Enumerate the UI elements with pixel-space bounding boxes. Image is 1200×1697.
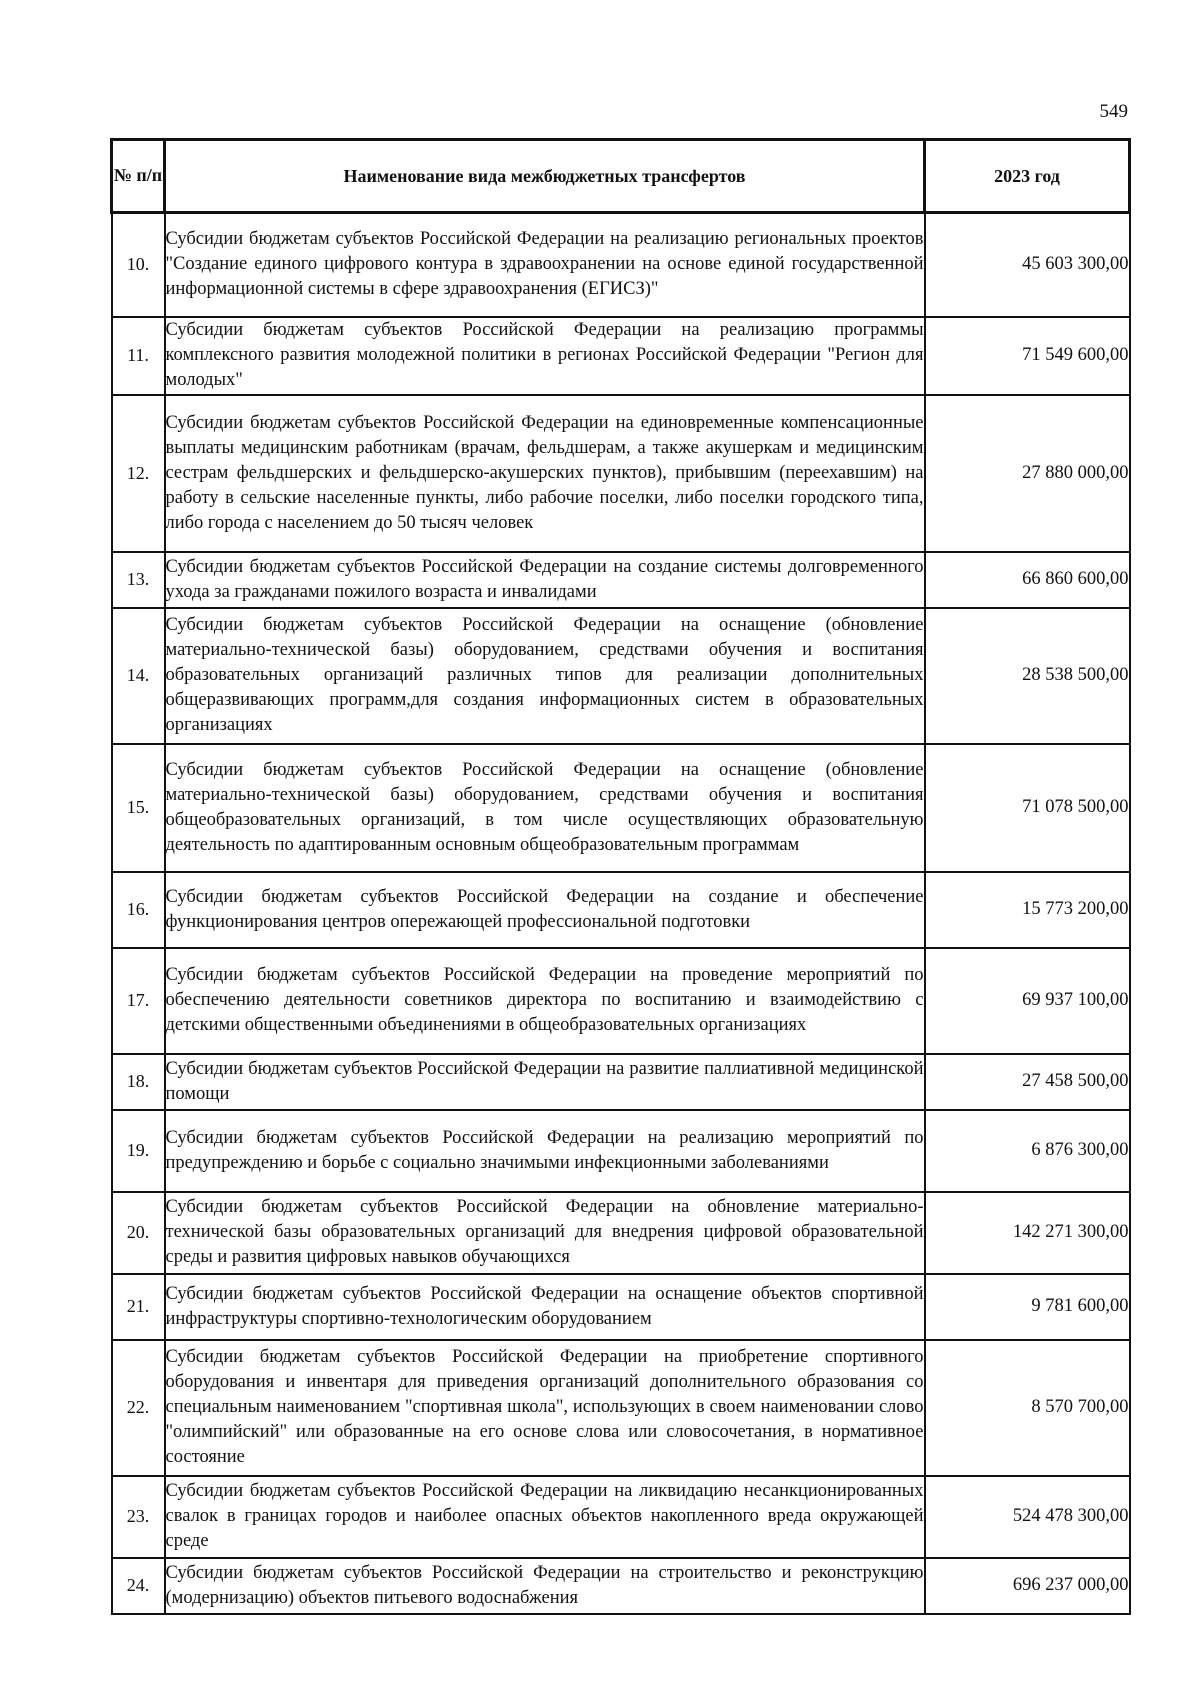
row-number: 20. [112,1192,165,1274]
row-amount: 27 458 500,00 [925,1054,1130,1110]
row-number: 21. [112,1274,165,1340]
row-number: 18. [112,1054,165,1110]
row-number: 15. [112,744,165,872]
header-amount: 2023 год [925,140,1130,213]
row-number: 12. [112,395,165,552]
table-row [112,1476,1130,1558]
row-amount: 45 603 300,00 [925,213,1130,317]
row-number: 10. [112,213,165,317]
table-row [112,744,1130,872]
row-amount: 696 237 000,00 [925,1558,1130,1614]
row-amount: 66 860 600,00 [925,552,1130,608]
header-number: № п/п [112,140,165,213]
row-name: Субсидии бюджетам субъектов Российской Федерации на реализацию программы комплексного развития молодежной политики в регионах Российской Федерации "Регион для молодых" [165,317,925,395]
table-row [112,1558,1130,1614]
row-amount: 9 781 600,00 [925,1274,1130,1340]
row-name: Субсидии бюджетам субъектов Российской Федерации на оснащение (обновление материально-технической базы) оборудованием, средствами обучения и воспитания общеобразовательных организаций, в том числе осуществляющих образовательную деятельность по адаптированным основным общеобразовательным программам [165,744,925,872]
table-header-row [112,140,1130,213]
row-number: 16. [112,872,165,948]
row-amount: 6 876 300,00 [925,1110,1130,1192]
header-name: Наименование вида межбюджетных трансфертов [165,140,925,213]
row-name: Субсидии бюджетам субъектов Российской Федерации на строительство и реконструкцию (модернизацию) объектов питьевого водоснабжения [165,1558,925,1614]
row-amount: 69 937 100,00 [925,948,1130,1054]
table-row [112,1274,1130,1340]
row-amount: 27 880 000,00 [925,395,1130,552]
table-row [112,552,1130,608]
row-number: 19. [112,1110,165,1192]
table-row [112,872,1130,948]
row-number: 17. [112,948,165,1054]
row-amount: 71 078 500,00 [925,744,1130,872]
row-amount: 142 271 300,00 [925,1192,1130,1274]
row-number: 14. [112,608,165,744]
row-number: 23. [112,1476,165,1558]
table-row [112,317,1130,395]
row-amount: 15 773 200,00 [925,872,1130,948]
row-name: Субсидии бюджетам субъектов Российской Федерации на развитие паллиативной медицинской помощи [165,1054,925,1110]
table-row [112,213,1130,317]
row-name: Субсидии бюджетам субъектов Российской Федерации на проведение мероприятий по обеспечению деятельности советников директора по воспитанию и взаимодействию с детскими общественными объединениями в общеобразовательных организациях [165,948,925,1054]
row-number: 22. [112,1340,165,1476]
page-number: 549 [1099,101,1128,122]
table-row [112,1192,1130,1274]
row-name: Субсидии бюджетам субъектов Российской Федерации на создание системы долговременного ухода за гражданами пожилого возраста и инвалидами [165,552,925,608]
row-name: Субсидии бюджетам субъектов Российской Федерации на оснащение (обновление материально-технической базы) оборудованием, средствами обучения и воспитания образовательных организаций различных типов для реализации дополнительных общеразвивающих программ,для создания информационных систем в образовательных организациях [165,608,925,744]
table-row [112,395,1130,552]
row-amount: 71 549 600,00 [925,317,1130,395]
row-number: 11. [112,317,165,395]
row-name: Субсидии бюджетам субъектов Российской Федерации на приобретение спортивного оборудования и инвентаря для приведения организаций дополнительного образования со специальным наименованием "спортивная школа", использующих в своем наименовании слово "олимпийский" или образованные на его основе слова или словосочетания, в нормативное состояние [165,1340,925,1476]
table-row [112,948,1130,1054]
row-amount: 8 570 700,00 [925,1340,1130,1476]
row-name: Субсидии бюджетам субъектов Российской Федерации на оснащение объектов спортивной инфраструктуры спортивно-технологическим оборудованием [165,1274,925,1340]
row-name: Субсидии бюджетам субъектов Российской Федерации на обновление материально-технической базы образовательных организаций для внедрения цифровой образовательной среды и развития цифровых навыков обучающихся [165,1192,925,1274]
row-name: Субсидии бюджетам субъектов Российской Федерации на ликвидацию несанкционированных свалок в границах городов и наиболее опасных объектов накопленного вреда окружающей среде [165,1476,925,1558]
row-name: Субсидии бюджетам субъектов Российской Федерации на единовременные компенсационные выплаты медицинским работникам (врачам, фельдшерам, а также акушеркам и медицинским сестрам фельдшерских и фельдшерско-акушерских пунктов), прибывшим (переехавшим) на работу в сельские населенные пункты, либо рабочие поселки, либо поселки городского типа, либо города с населением до 50 тысяч человек [165,395,925,552]
row-name: Субсидии бюджетам субъектов Российской Федерации на создание и обеспечение функционирования центров опережающей профессиональной подготовки [165,872,925,948]
row-number: 13. [112,552,165,608]
transfers-table [110,138,1131,1615]
table-row [112,1110,1130,1192]
row-name: Субсидии бюджетам субъектов Российской Федерации на реализацию региональных проектов "Создание единого цифрового контура в здравоохранении на основе единой государственной информационной системы в сфере здравоохранения (ЕГИСЗ)" [165,213,925,317]
row-number: 24. [112,1558,165,1614]
table-row [112,1340,1130,1476]
table-row [112,1054,1130,1110]
row-amount: 28 538 500,00 [925,608,1130,744]
row-amount: 524 478 300,00 [925,1476,1130,1558]
row-name: Субсидии бюджетам субъектов Российской Федерации на реализацию мероприятий по предупреждению и борьбе с социально значимыми инфекционными заболеваниями [165,1110,925,1192]
table-row [112,608,1130,744]
